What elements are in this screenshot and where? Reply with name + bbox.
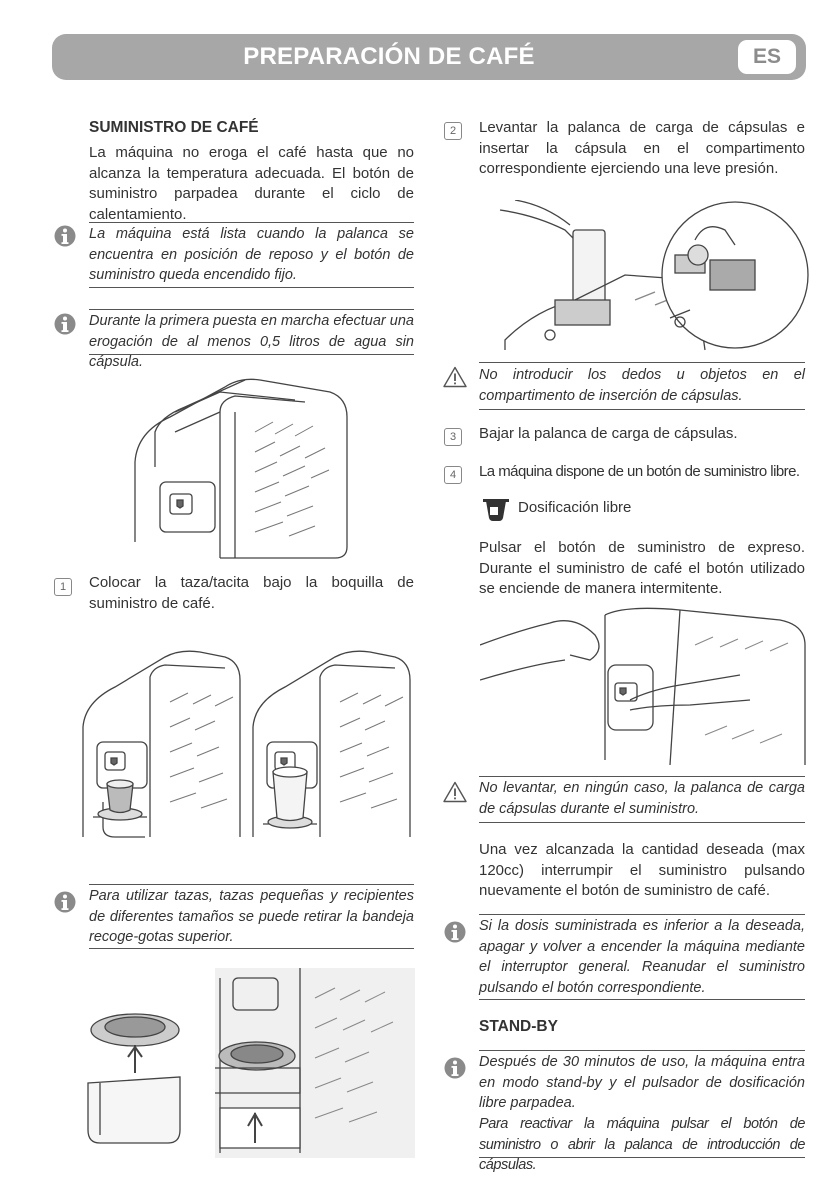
- machine-with-mug-illustration: [245, 632, 415, 847]
- free-dose-cup-icon: [481, 493, 511, 523]
- page-title: PREPARACIÓN DE CAFÉ: [243, 43, 535, 70]
- warning-rule-top: [479, 776, 805, 777]
- capsule-insertion-illustration: [495, 200, 810, 355]
- note-ready: La máquina está lista cuando la palanca se encuentra en posición de reposo y el botón de suministro queda encendido fijo.: [89, 226, 414, 283]
- note-rule-top: [89, 309, 414, 310]
- standby-reactivate-note: Para reactivar la máquina pulsar el botón de suministro o abrir la palanca de introducción de cápsulas.: [479, 1116, 805, 1173]
- warning-rule-bottom: [479, 822, 805, 823]
- note-rule-bottom: [89, 287, 414, 288]
- machine-illustration: [125, 372, 350, 562]
- intro-text: La máquina no eroga el café hasta que no alcanza la temperatura adecuada. El botón de suministro parpadea durante el ciclo de calentamiento.: [89, 144, 414, 223]
- info-icon: [444, 920, 466, 944]
- step-number: 4: [444, 466, 462, 484]
- warning-triangle-icon: [443, 366, 467, 388]
- warning-triangle-icon: [443, 781, 467, 803]
- drip-tray-illustration: [80, 1005, 190, 1150]
- info-icon: [54, 224, 76, 248]
- language-badge: ES: [738, 40, 796, 74]
- step1-text: Colocar la taza/tacita bajo la boquilla de suministro de café.: [89, 574, 414, 612]
- warning-rule-bottom: [479, 409, 805, 410]
- machine-with-cup-illustration: [75, 632, 245, 847]
- info-icon: [54, 312, 76, 336]
- note-rule-top: [479, 914, 805, 915]
- step-number: 3: [444, 428, 462, 446]
- note-rule-top: [89, 222, 414, 223]
- info-icon: [444, 1056, 466, 1080]
- note-rule-top: [479, 1050, 805, 1051]
- section-title-standby: STAND-BY: [479, 1018, 558, 1035]
- standby-note: Después de 30 minutos de uso, la máquina entra en modo stand-by y el pulsador de dosificación libre parpadea.: [479, 1054, 805, 1111]
- note-cups: Para utilizar tazas, tazas pequeñas y recipientes de diferentes tamaños se puede retirar la bandeja recoge-gotas superior.: [89, 888, 414, 945]
- step-number: 1: [54, 578, 72, 596]
- warning-rule-top: [479, 362, 805, 363]
- button-press-illustration: [480, 605, 810, 765]
- note-rule-bottom: [89, 354, 414, 355]
- step2-text: Levantar la palanca de carga de cápsulas e insertar la cápsula en el compartimento correspondiente ejerciendo una leve presión.: [479, 119, 805, 177]
- note-rule-bottom: [89, 948, 414, 949]
- section-title-coffee: SUMINISTRO DE CAFÉ: [89, 119, 259, 136]
- step3-text: Bajar la palanca de carga de cápsulas.: [479, 425, 738, 442]
- stop-text: Una vez alcanzada la cantidad deseada (max 120cc) interrumpir el suministro pulsando nuevamente el botón de suministro de café.: [479, 841, 805, 899]
- note-rule-top: [89, 884, 414, 885]
- note-rule-bottom: [479, 999, 805, 1000]
- machine-tray-removal-illustration: [205, 968, 415, 1158]
- step-number: 2: [444, 122, 462, 140]
- warning-fingers: No introducir los dedos u objetos en el compartimento de inserción de cápsulas.: [479, 367, 805, 404]
- note-rule-bottom: [479, 1157, 805, 1158]
- press-text: Pulsar el botón de suministro de expreso. Durante el suministro de café el botón utilizado se enciende de manera intermitente.: [479, 539, 805, 597]
- note-first-use: Durante la primera puesta en marcha efectuar una erogación de al menos 0,5 litros de agua sin cápsula.: [89, 313, 414, 370]
- note-dose: Si la dosis suministrada es inferior a la deseada, apagar y volver a encender la máquina mediante el interruptor general. Reanudar el suministro pulsando el botón correspondiente.: [479, 918, 805, 996]
- info-icon: [54, 890, 76, 914]
- page-header: [52, 34, 806, 80]
- warning-lever: No levantar, en ningún caso, la palanca de carga de cápsulas durante el suministro.: [479, 780, 805, 817]
- free-dose-label: Dosificación libre: [518, 499, 632, 516]
- step4-text: La máquina dispone de un botón de suministro libre.: [479, 463, 800, 480]
